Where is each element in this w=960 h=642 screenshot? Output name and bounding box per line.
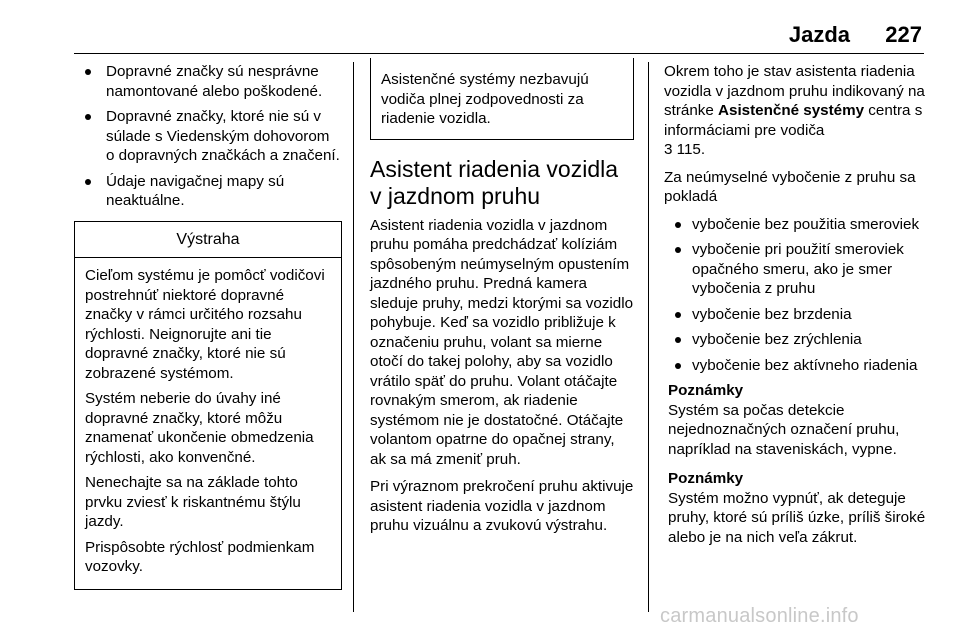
list-item: vybočenie bez aktívneho riadenia xyxy=(664,356,930,376)
note-block xyxy=(668,469,930,547)
note-text: Systém sa počas detekcie nejednoznačných označení pruhu, napríklad na staveniskách, vypne. xyxy=(668,401,900,458)
header-rule xyxy=(74,53,924,54)
column-3 xyxy=(664,62,930,557)
column-1 xyxy=(74,62,342,590)
intro-text-cont: centra s informáciami pre vodiča xyxy=(664,102,923,139)
column-divider-1 xyxy=(353,62,354,612)
list-item: Dopravné značky, ktoré nie sú v súlade s Viedenským dohovorom o dopravných značkách a značení. xyxy=(74,107,342,166)
column-divider-2 xyxy=(648,62,649,612)
note-title: Poznámky xyxy=(668,382,744,399)
warning-paragraph: Nenechajte sa na základe tohto prvku zviesť k riskantnému štýlu jazdy. xyxy=(85,474,301,530)
section-title: Jazda xyxy=(788,22,850,47)
body-paragraph: Asistent riadenia vozidla v jazdnom pruhu pomáha predchádzať kolíziám spôsobeným neúmyselným opustením jazdného pruhu. Predná kamera sleduje pruhy, medzi ktorými sa vozidlo pohybuje. Keď sa vozidlo približuje k označeniu pruhu, volant sa mierne otočí do takej polohy, aby sa vozidlo vrátilo späť do pruhu. Volant otáčajte rovnakým smerom, ak riadenie systémom nie je dostatočné. Otáčajte volantom opatrne do opačnej strany, ak sa má zmeniť pruh. xyxy=(370,216,634,468)
page-reference: 3 115. xyxy=(664,141,706,158)
list-item: vybočenie bez použitia smeroviek xyxy=(664,215,930,235)
box-text: Asistenčné systémy nezbavujú vodiča plnej zodpovednosti za riadenie vozidla. xyxy=(381,71,589,127)
intro-bold-term: Asistenčné systémy xyxy=(718,102,865,119)
section-heading: Asistent riadenia vozidla v jazdnom pruhu xyxy=(370,155,619,209)
list-item: Dopravné značky sú nesprávne namontované alebo poškodené. xyxy=(74,62,342,101)
list-item: vybočenie bez brzdenia xyxy=(664,305,930,325)
column-2 xyxy=(370,62,634,544)
watermark: carmanualsonline.info xyxy=(660,605,859,627)
list-item: vybočenie pri použití smeroviek opačného smeru, ako je smer vybočenia z pruhu xyxy=(664,240,930,299)
warning-paragraph: Prispôsobte rýchlosť podmienkam vozovky. xyxy=(85,538,315,575)
note-text: Systém možno vypnúť, ak deteguje pruhy, ktoré sú príliš úzke, príliš široké alebo je na nich veľa zákrut. xyxy=(668,489,926,546)
page-header xyxy=(0,0,960,54)
warning-body xyxy=(75,258,341,589)
note-title: Poznámky xyxy=(668,470,744,487)
intro-text: Okrem toho je stav asistenta riadenia vozidla v jazdnom pruhu indikovaný na stránke xyxy=(664,63,925,119)
body-paragraph: Za neúmyselné vybočenie z pruhu sa pokladá xyxy=(664,168,916,205)
list-item: Údaje navigačnej mapy sú neaktuálne. xyxy=(74,172,342,211)
list-item: vybočenie bez zrýchlenia xyxy=(664,330,930,350)
body-paragraph: Pri výraznom prekročení pruhu aktivuje asistent riadenia vozidla v jazdnom pruhu vizuálnu a zvukovú výstrahu. xyxy=(370,478,634,534)
warning-title: Výstraha xyxy=(75,222,341,259)
intro-paragraph xyxy=(664,62,930,160)
warning-paragraph: Systém neberie do úvahy iné dopravné značky, ktoré môžu znamenať ukončenie obmedzenia rýchlosti, ako konvenčné. xyxy=(85,390,314,466)
warning-continuation-box xyxy=(370,58,634,140)
warning-paragraph: Cieľom systému je pomôcť vodičovi postrehnúť niektoré dopravné značky v rámci určitého rozsahu rýchlosti. Neignorujte ani tie dopravné značky, ktoré nie sú zobrazené systémom. xyxy=(85,267,325,382)
bullet-list xyxy=(664,215,930,376)
bullet-list xyxy=(74,62,342,211)
warning-box xyxy=(74,221,342,590)
note-block xyxy=(668,381,930,459)
page-number: 227 xyxy=(885,22,922,47)
